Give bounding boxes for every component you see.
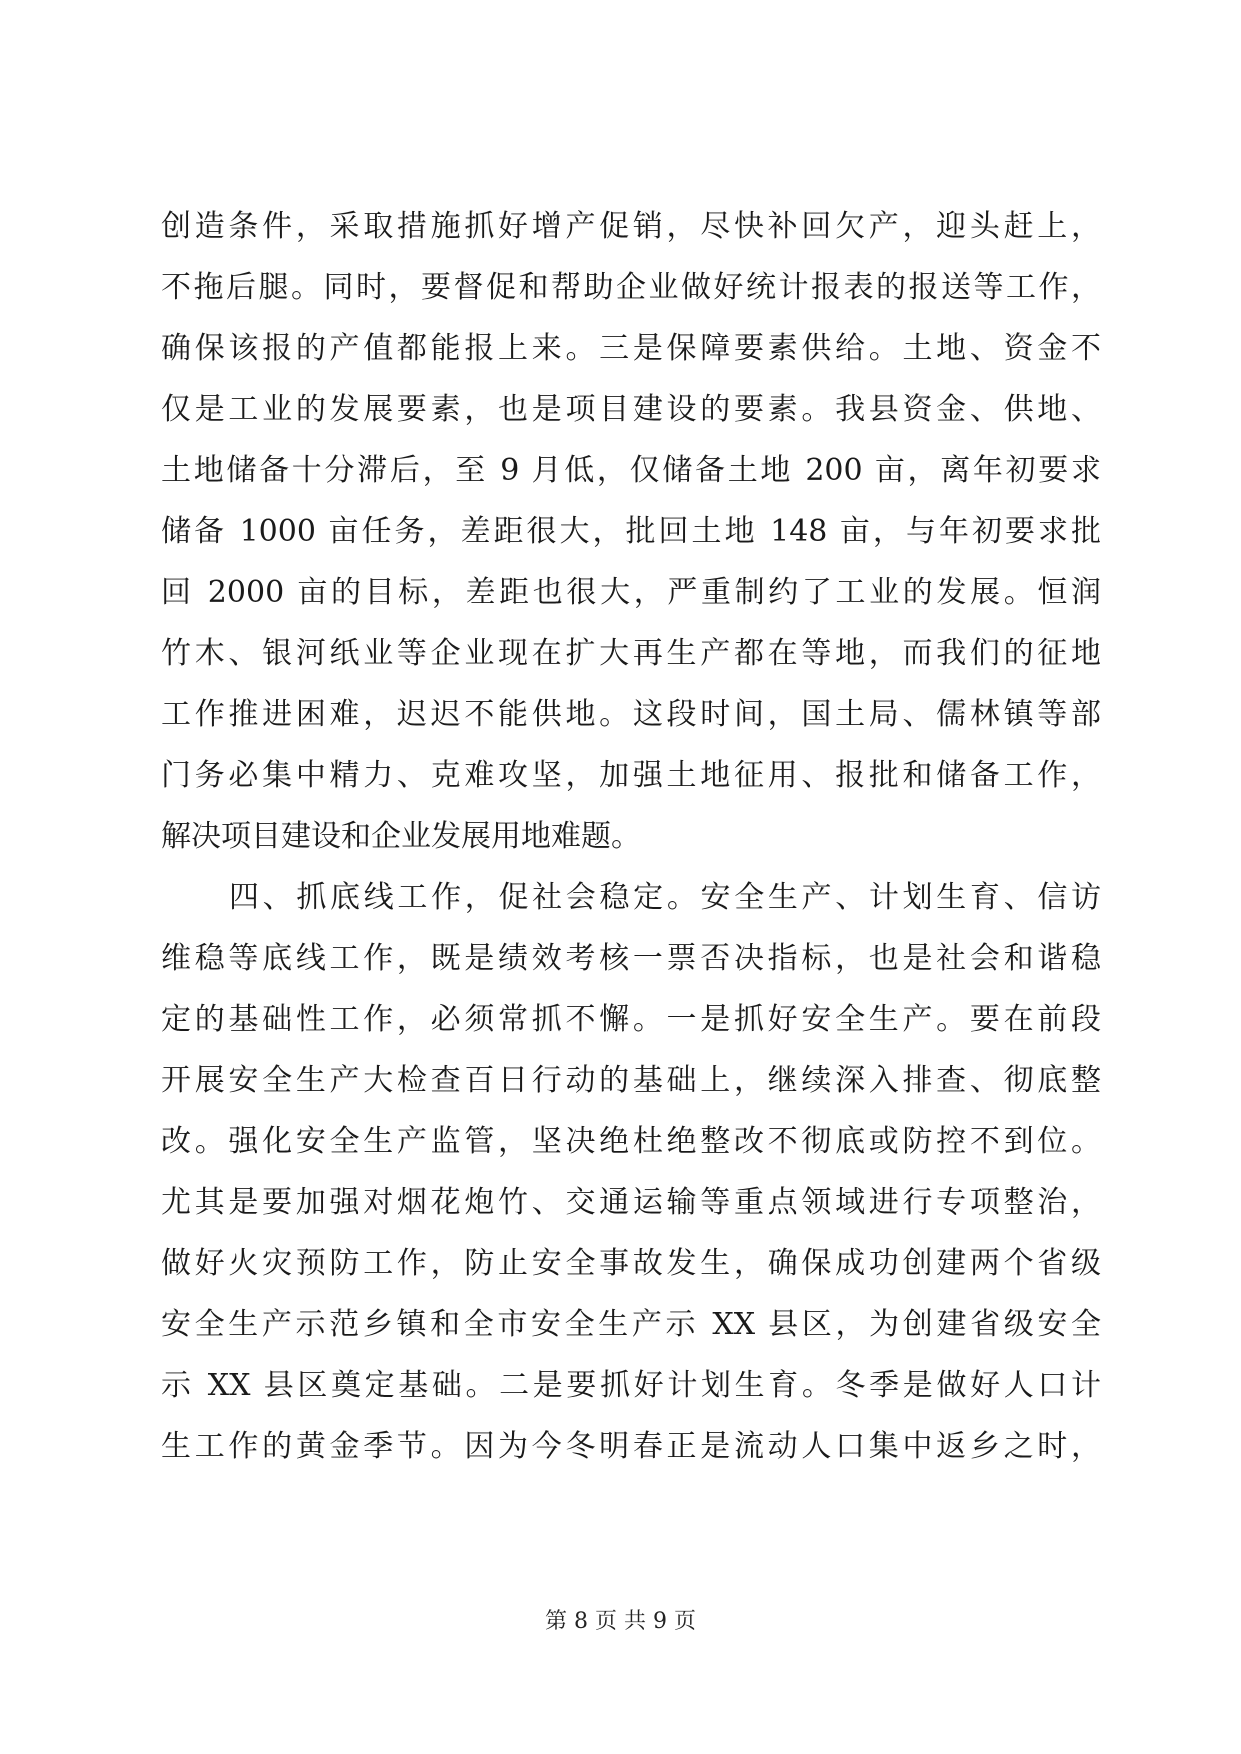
text-line: 改。强化安全生产监管，坚决绝杜绝整改不彻底或防控不到位。 <box>161 1124 1101 1159</box>
text-line: 示 XX 县区奠定基础。二是要抓好计划生育。冬季是做好人口计 <box>161 1368 1101 1403</box>
text-line: 安全生产示范乡镇和全市安全生产示 XX 县区，为创建省级安全 <box>161 1307 1101 1342</box>
text-line: 竹木、银河纸业等企业现在扩大再生产都在等地，而我们的征地 <box>161 636 1101 671</box>
text-line: 土地储备十分滞后，至 9 月低，仅储备土地 200 亩，离年初要求 <box>161 453 1101 488</box>
text-line: 定的基础性工作，必须常抓不懈。一是抓好安全生产。要在前段 <box>161 1002 1101 1037</box>
text-line: 尤其是要加强对烟花炮竹、交通运输等重点领域进行专项整治， <box>161 1185 1101 1220</box>
text-line: 创造条件，采取措施抓好增产促销，尽快补回欠产，迎头赶上， <box>161 209 1101 244</box>
text-line: 四、抓底线工作，促社会稳定。安全生产、计划生育、信访 <box>229 880 1101 915</box>
text-line: 生工作的黄金季节。因为今冬明春正是流动人口集中返乡之时， <box>161 1429 1101 1464</box>
text-line: 解决项目建设和企业发展用地难题。 <box>161 819 641 854</box>
text-line: 不拖后腿。同时，要督促和帮助企业做好统计报表的报送等工作， <box>161 270 1101 305</box>
text-line: 门务必集中精力、克难攻坚，加强土地征用、报批和储备工作， <box>161 758 1101 793</box>
body-text <box>161 196 1101 1477</box>
text-line: 开展安全生产大检查百日行动的基础上，继续深入排查、彻底整 <box>161 1063 1101 1098</box>
text-line: 维稳等底线工作，既是绩效考核一票否决指标，也是社会和谐稳 <box>161 941 1101 976</box>
text-line: 回 2000 亩的目标，差距也很大，严重制约了工业的发展。恒润 <box>161 575 1101 610</box>
text-line: 做好火灾预防工作，防止安全事故发生，确保成功创建两个省级 <box>161 1246 1101 1281</box>
text-line: 确保该报的产值都能报上来。三是保障要素供给。土地、资金不 <box>161 331 1101 366</box>
page-footer: 第 8 页 共 9 页 <box>545 1609 696 1634</box>
text-line: 仅是工业的发展要素，也是项目建设的要素。我县资金、供地、 <box>161 392 1101 427</box>
text-line: 储备 1000 亩任务，差距很大，批回土地 148 亩，与年初要求批 <box>161 514 1101 549</box>
text-line: 工作推进困难，迟迟不能供地。这段时间，国土局、儒林镇等部 <box>161 697 1101 732</box>
